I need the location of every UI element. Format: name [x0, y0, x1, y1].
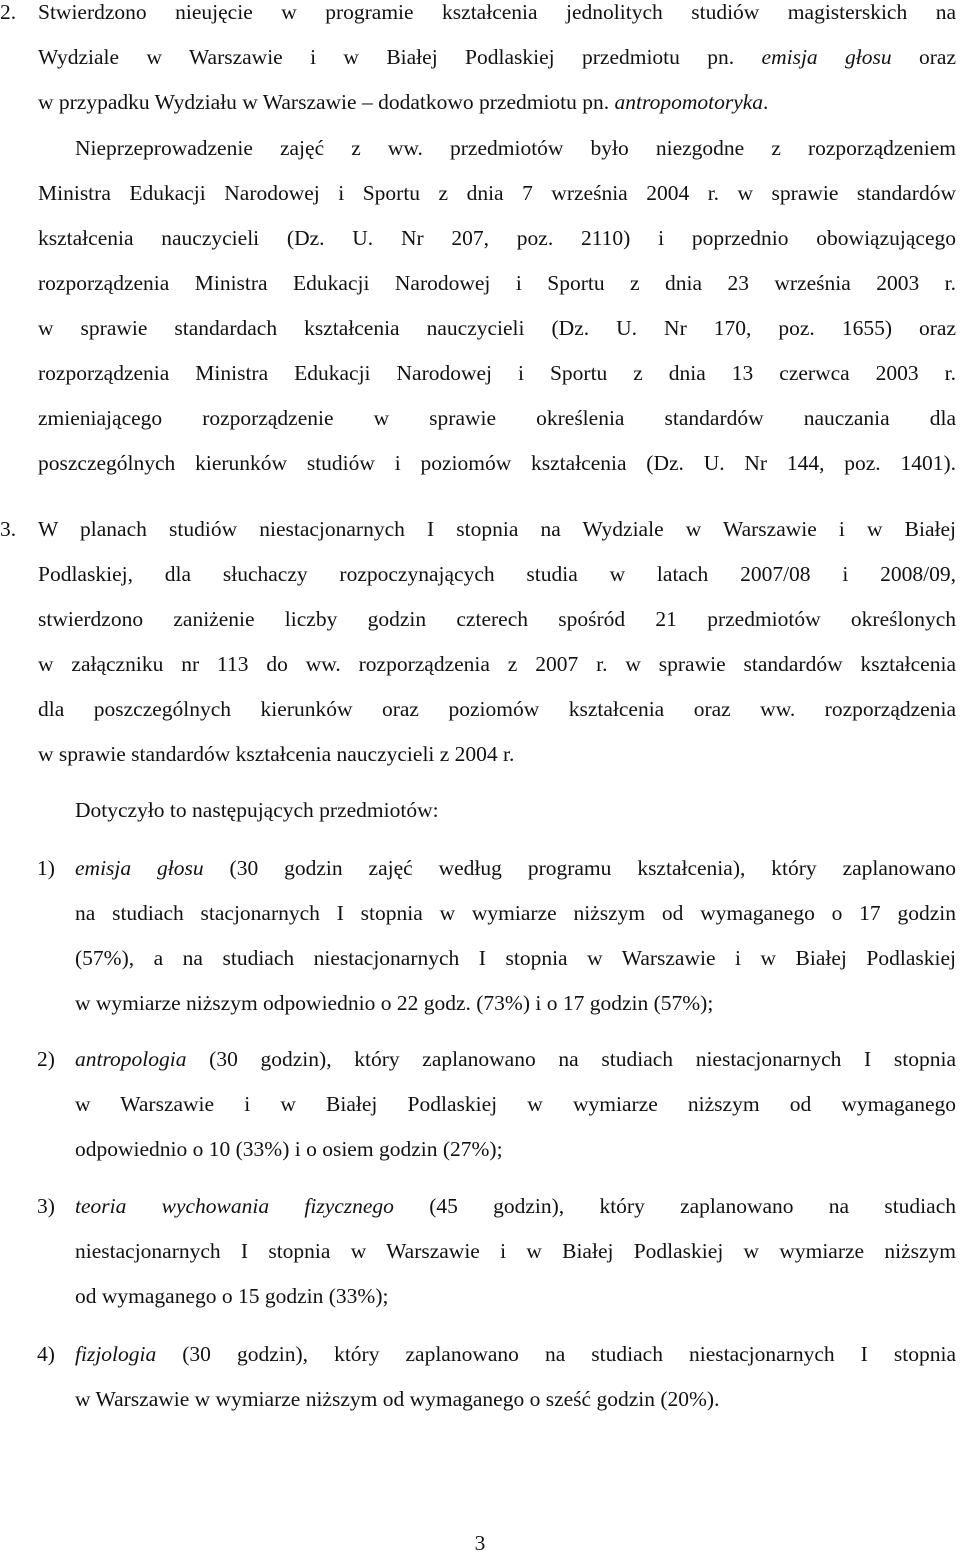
text-line: kształcenia nauczycieli (Dz. U. Nr 207, poz. 2110) i poprzednio obowiązującego: [38, 226, 956, 250]
section-number: 3.: [0, 517, 17, 541]
text-line: niestacjonarnych I stopnia w Warszawie i w Białej Podlaskiej w wymiarze niższym: [75, 1239, 956, 1263]
list-item: [37, 846, 956, 1026]
text-line: w przypadku Wydziału w Warszawie – dodatkowo przedmiotu pn. antropomotoryka.: [38, 90, 769, 114]
text-line: emisja głosu (30 godzin zajęć według programu kształcenia), który zaplanowano: [75, 856, 956, 880]
item-number: 2): [37, 1047, 55, 1071]
text-line: antropologia (30 godzin), który zaplanowano na studiach niestacjonarnych I stopnia: [75, 1047, 956, 1071]
text-line: poszczególnych kierunków studiów i poziomów kształcenia (Dz. U. Nr 144, poz. 1401).: [38, 451, 956, 475]
text-line: w Warszawie i w Białej Podlaskiej w wymiarze niższym od wymaganego: [75, 1092, 956, 1116]
text-line: rozporządzenia Ministra Edukacji Narodowej i Sportu z dnia 13 czerwca 2003 r.: [38, 361, 956, 385]
text-line: Nieprzeprowadzenie zajęć z ww. przedmiotów było niezgodne z rozporządzeniem: [75, 136, 956, 160]
text-line: zmieniającego rozporządzenie w sprawie określenia standardów nauczania dla: [38, 406, 956, 430]
item-number: 4): [37, 1342, 55, 1366]
text-line: Wydziale w Warszawie i w Białej Podlaskiej przedmiotu pn. emisja głosu oraz: [38, 45, 956, 69]
text-line: w wymiarze niższym odpowiednio o 22 godz. (73%) i o 17 godzin (57%);: [75, 991, 714, 1015]
text-line: Podlaskiej, dla słuchaczy rozpoczynających studia w latach 2007/08 i 2008/09,: [38, 562, 956, 586]
text-line: od wymaganego o 15 godzin (33%);: [75, 1284, 389, 1308]
text-line: stwierdzono zaniżenie liczby godzin czterech spośród 21 przedmiotów określonych: [38, 607, 956, 631]
item-number: 1): [37, 856, 55, 880]
item-number: 3): [37, 1194, 55, 1218]
page-number: 3: [474, 1531, 486, 1555]
list-intro: Dotyczyło to następujących przedmiotów:: [75, 798, 439, 822]
text-line: w sprawie standardów kształcenia nauczycieli z 2004 r.: [38, 742, 515, 766]
list-item: [37, 1332, 956, 1422]
text-line: Ministra Edukacji Narodowej i Sportu z dnia 7 września 2004 r. w sprawie standardów: [38, 181, 956, 205]
text-line: dla poszczególnych kierunków oraz poziomów kształcenia oraz ww. rozporządzenia: [38, 697, 956, 721]
text-line: odpowiednio o 10 (33%) i o osiem godzin (27%);: [75, 1137, 503, 1161]
text-line: w załączniku nr 113 do ww. rozporządzenia z 2007 r. w sprawie standardów kształcenia: [38, 652, 956, 676]
text-line: rozporządzenia Ministra Edukacji Narodowej i Sportu z dnia 23 września 2003 r.: [38, 271, 956, 295]
text-line: na studiach stacjonarnych I stopnia w wymiarze niższym od wymaganego o 17 godzin: [75, 901, 956, 925]
text-line: Stwierdzono nieujęcie w programie kształcenia jednolitych studiów magisterskich na: [38, 0, 956, 24]
text-line: w Warszawie w wymiarze niższym od wymaganego o sześć godzin (20%).: [75, 1387, 720, 1411]
section-3: [0, 507, 956, 777]
section-number: 2.: [0, 0, 17, 24]
text-line: teoria wychowania fizycznego (45 godzin), który zaplanowano na studiach: [75, 1194, 956, 1218]
list-item: [37, 1037, 956, 1172]
text-line: fizjologia (30 godzin), który zaplanowano na studiach niestacjonarnych I stopnia: [75, 1342, 956, 1366]
text-line: W planach studiów niestacjonarnych I stopnia na Wydziale w Warszawie i w Białej: [38, 517, 956, 541]
list-item: [37, 1184, 956, 1319]
text-line: w sprawie standardach kształcenia nauczycieli (Dz. U. Nr 170, poz. 1655) oraz: [38, 316, 956, 340]
text-line: (57%), a na studiach niestacjonarnych I stopnia w Warszawie i w Białej Podlaskiej: [75, 946, 956, 970]
section-2: [0, 0, 956, 486]
